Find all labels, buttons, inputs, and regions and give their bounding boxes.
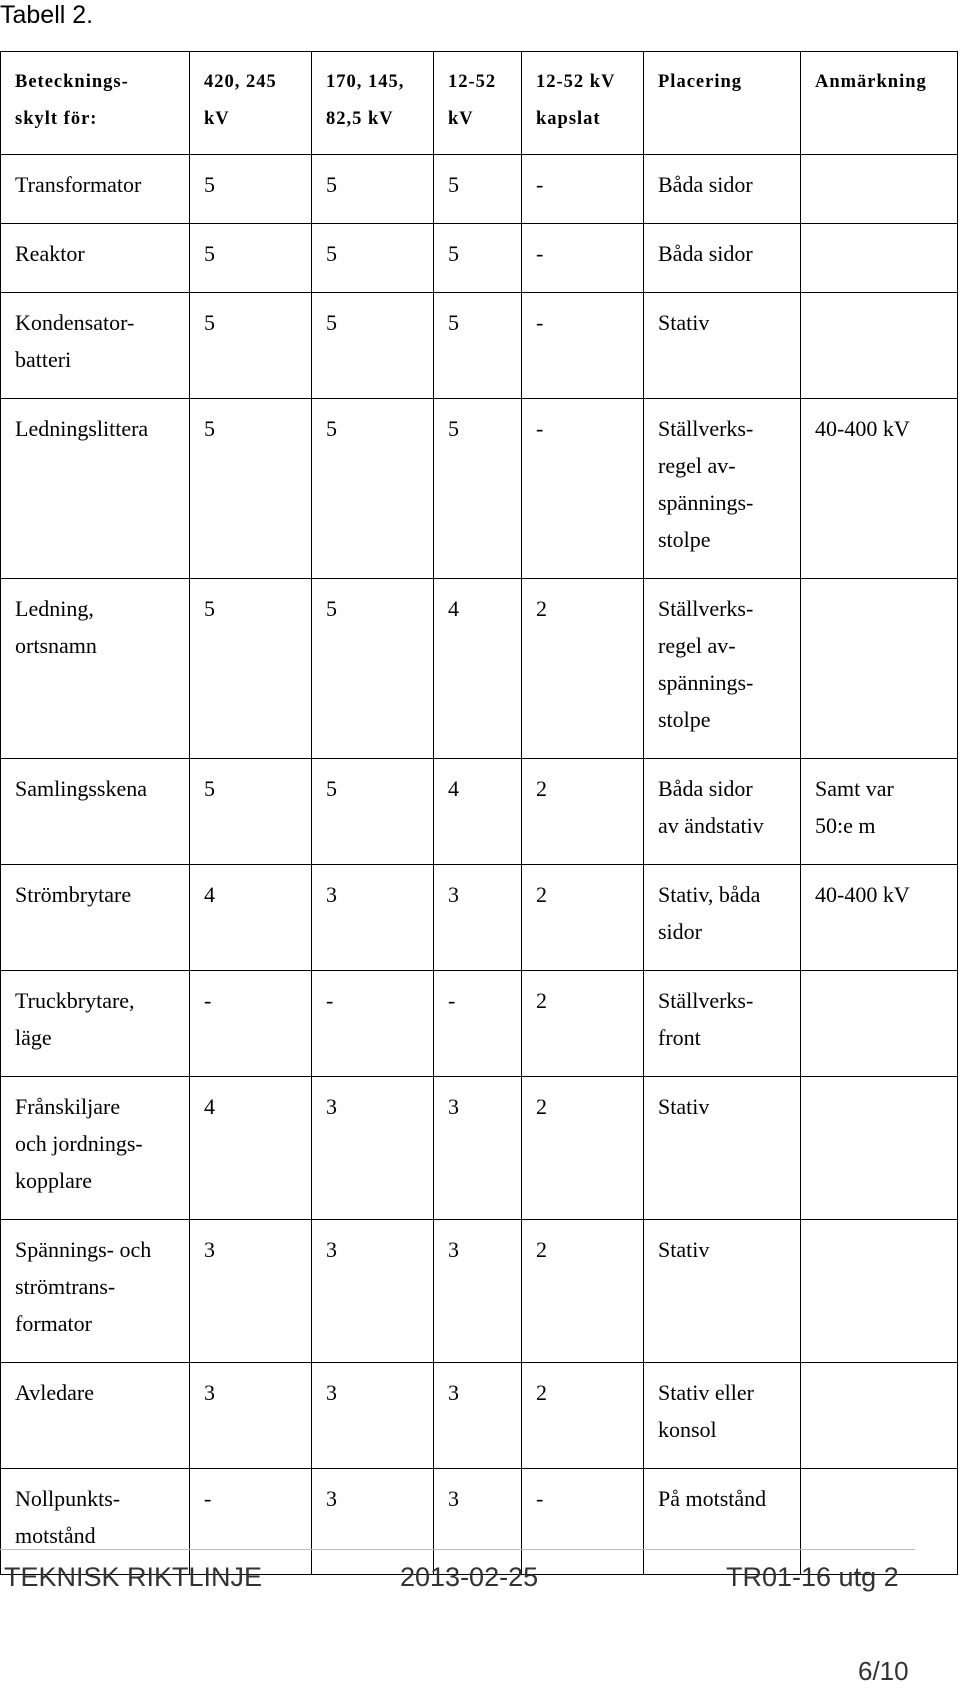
table-row [1, 759, 958, 865]
table-row [1, 1363, 958, 1469]
cell-placering: Stativ [644, 293, 801, 399]
cell-kv-420-245: - [190, 1469, 312, 1575]
cell-anmarkning [801, 1469, 958, 1575]
cell-kv-420-245: 3 [190, 1220, 312, 1363]
cell-kv-12-52: 3 [434, 1220, 522, 1363]
cell-anmarkning [801, 1363, 958, 1469]
cell-placering: Ställverks- front [644, 971, 801, 1077]
header-row [1, 52, 958, 155]
cell-kv-12-52-kapslat: 2 [522, 1077, 644, 1220]
cell-designation: Ledningslittera [1, 399, 190, 579]
cell-kv-170-145: - [312, 971, 434, 1077]
table-row [1, 293, 958, 399]
cell-kv-12-52-kapslat: - [522, 399, 644, 579]
cell-kv-12-52: 4 [434, 579, 522, 759]
cell-anmarkning [801, 579, 958, 759]
footer-divider [0, 1549, 915, 1550]
cell-kv-12-52-kapslat: 2 [522, 971, 644, 1077]
cell-kv-420-245: 5 [190, 224, 312, 293]
cell-kv-12-52-kapslat: - [522, 224, 644, 293]
cell-kv-170-145: 3 [312, 865, 434, 971]
cell-placering: Båda sidor [644, 155, 801, 224]
cell-kv-12-52-kapslat: - [522, 1469, 644, 1575]
cell-designation: Reaktor [1, 224, 190, 293]
cell-kv-420-245: 5 [190, 579, 312, 759]
cell-kv-12-52-kapslat: 2 [522, 1363, 644, 1469]
cell-kv-170-145: 3 [312, 1220, 434, 1363]
cell-placering: Ställverks- regel av- spännings- stolpe [644, 399, 801, 579]
header-cell-placering: Placering [644, 52, 801, 155]
cell-kv-12-52-kapslat: - [522, 293, 644, 399]
cell-anmarkning [801, 971, 958, 1077]
cell-kv-12-52: 3 [434, 865, 522, 971]
cell-kv-12-52: 5 [434, 155, 522, 224]
table-row [1, 865, 958, 971]
cell-kv-420-245: 5 [190, 155, 312, 224]
cell-kv-420-245: 5 [190, 759, 312, 865]
footer-date: 2013-02-25 [400, 1562, 539, 1592]
table-caption: Tabell 2. [0, 1, 94, 29]
cell-placering: Stativ [644, 1077, 801, 1220]
table-row [1, 1220, 958, 1363]
cell-anmarkning: Samt var 50:e m [801, 759, 958, 865]
cell-kv-12-52: 5 [434, 399, 522, 579]
cell-anmarkning [801, 1077, 958, 1220]
cell-anmarkning [801, 155, 958, 224]
cell-anmarkning [801, 224, 958, 293]
cell-anmarkning [801, 293, 958, 399]
footer-doc-type: TEKNISK RIKTLINJE [4, 1562, 263, 1592]
cell-designation: Nollpunkts- motstånd [1, 1469, 190, 1575]
header-cell-12-52kv-kapslat: 12-52 kV kapslat [522, 52, 644, 155]
cell-placering: Stativ, båda sidor [644, 865, 801, 971]
cell-kv-420-245: 4 [190, 865, 312, 971]
cell-kv-170-145: 3 [312, 1077, 434, 1220]
footer-doc-id: TR01-16 utg 2 [726, 1562, 899, 1592]
cell-kv-12-52: 5 [434, 293, 522, 399]
header-cell-anmarkning: Anmärkning [801, 52, 958, 155]
data-table [0, 51, 958, 1575]
cell-kv-12-52: 3 [434, 1363, 522, 1469]
cell-designation: Ledning, ortsnamn [1, 579, 190, 759]
header-cell-170-145kv: 170, 145, 82,5 kV [312, 52, 434, 155]
cell-placering: Stativ eller konsol [644, 1363, 801, 1469]
cell-kv-12-52: - [434, 971, 522, 1077]
cell-kv-170-145: 3 [312, 1469, 434, 1575]
cell-kv-420-245: 3 [190, 1363, 312, 1469]
header-cell-420-245kv: 420, 245 kV [190, 52, 312, 155]
cell-kv-12-52: 3 [434, 1077, 522, 1220]
cell-designation: Kondensator- batteri [1, 293, 190, 399]
cell-kv-420-245: 5 [190, 293, 312, 399]
cell-designation: Frånskiljare och jordnings- kopplare [1, 1077, 190, 1220]
cell-kv-170-145: 5 [312, 293, 434, 399]
cell-kv-170-145: 5 [312, 579, 434, 759]
cell-kv-12-52-kapslat: 2 [522, 865, 644, 971]
table-row [1, 1469, 958, 1575]
table-row [1, 971, 958, 1077]
header-cell-12-52kv: 12-52 kV [434, 52, 522, 155]
cell-designation: Samlingsskena [1, 759, 190, 865]
table-row [1, 399, 958, 579]
cell-kv-12-52: 3 [434, 1469, 522, 1575]
cell-designation: Avledare [1, 1363, 190, 1469]
cell-placering: Ställverks- regel av- spännings- stolpe [644, 579, 801, 759]
header-cell-designation: Betecknings- skylt för: [1, 52, 190, 155]
cell-kv-12-52-kapslat: 2 [522, 1220, 644, 1363]
cell-kv-170-145: 5 [312, 399, 434, 579]
page-number: 6/10 [858, 1656, 909, 1686]
cell-kv-12-52-kapslat: 2 [522, 759, 644, 865]
cell-placering: Båda sidor av ändstativ [644, 759, 801, 865]
table-row [1, 1077, 958, 1220]
cell-designation: Strömbrytare [1, 865, 190, 971]
cell-placering: På motstånd [644, 1469, 801, 1575]
table-row [1, 155, 958, 224]
cell-anmarkning [801, 1220, 958, 1363]
cell-kv-420-245: - [190, 971, 312, 1077]
cell-anmarkning: 40-400 kV [801, 865, 958, 971]
cell-kv-12-52: 5 [434, 224, 522, 293]
cell-kv-12-52: 4 [434, 759, 522, 865]
cell-kv-12-52-kapslat: - [522, 155, 644, 224]
cell-designation: Transformator [1, 155, 190, 224]
cell-kv-420-245: 5 [190, 399, 312, 579]
table-row [1, 579, 958, 759]
cell-kv-170-145: 5 [312, 155, 434, 224]
cell-kv-170-145: 5 [312, 224, 434, 293]
cell-designation: Spännings- och strömtrans- formator [1, 1220, 190, 1363]
cell-anmarkning: 40-400 kV [801, 399, 958, 579]
cell-placering: Stativ [644, 1220, 801, 1363]
table-row [1, 224, 958, 293]
cell-kv-170-145: 3 [312, 1363, 434, 1469]
cell-kv-420-245: 4 [190, 1077, 312, 1220]
cell-kv-12-52-kapslat: 2 [522, 579, 644, 759]
cell-designation: Truckbrytare, läge [1, 971, 190, 1077]
cell-kv-170-145: 5 [312, 759, 434, 865]
cell-placering: Båda sidor [644, 224, 801, 293]
